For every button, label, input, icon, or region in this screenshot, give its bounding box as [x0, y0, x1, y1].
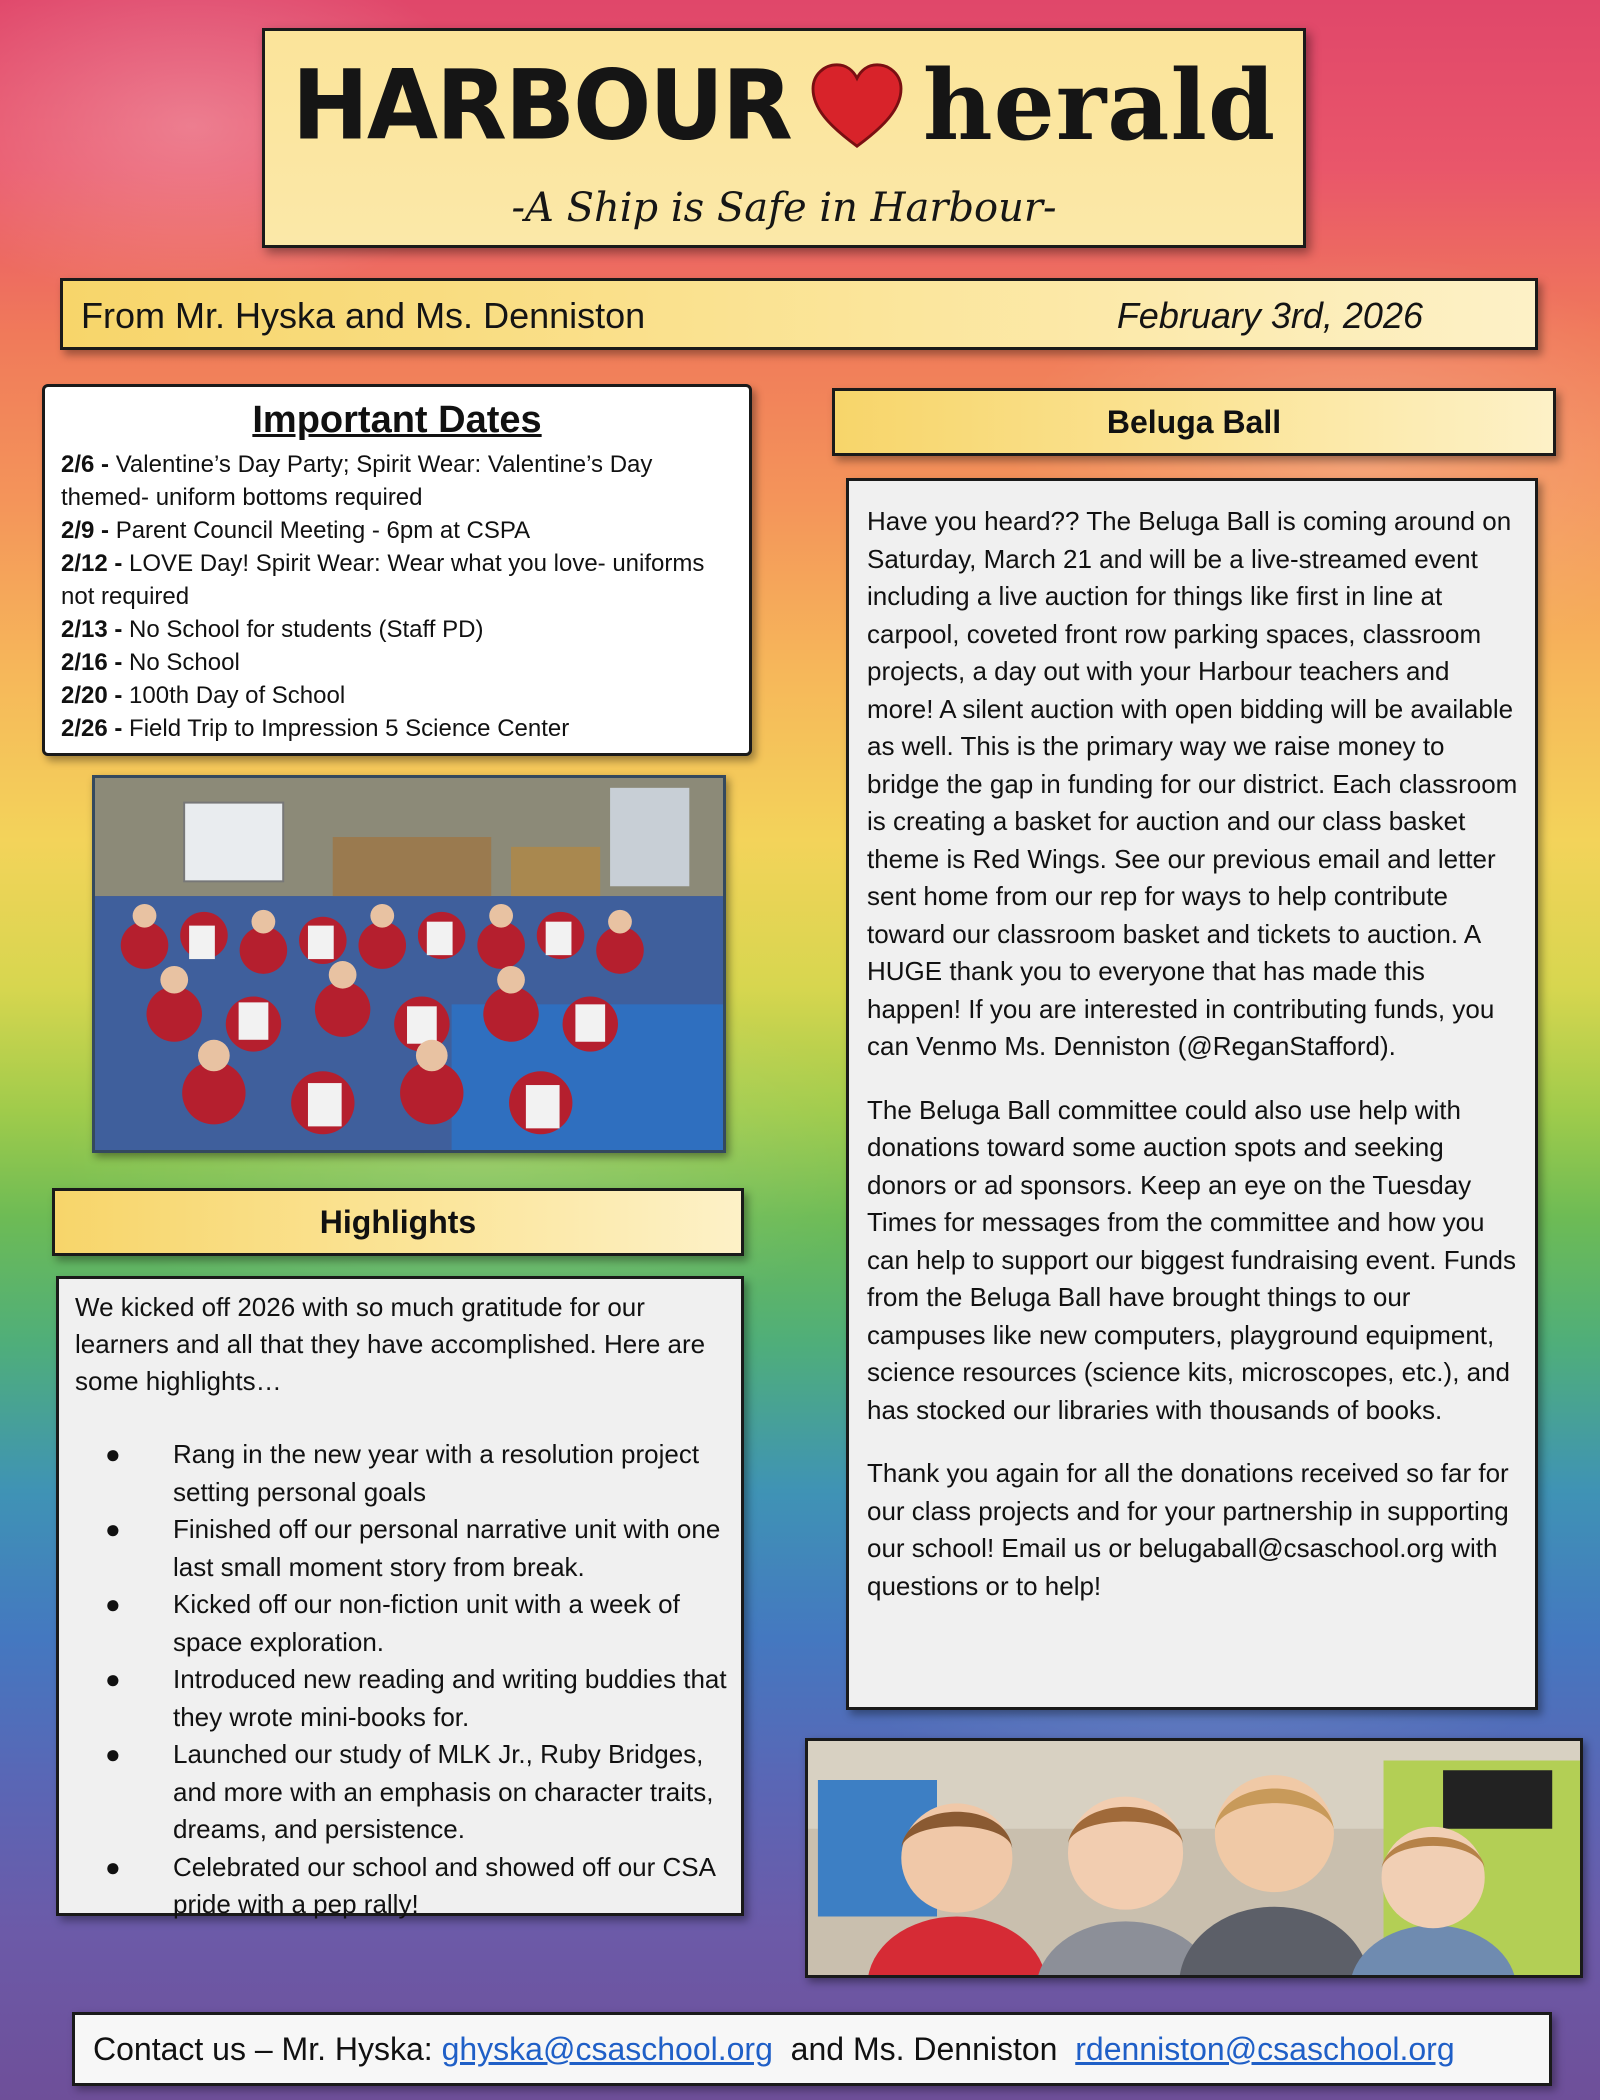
important-dates-list	[45, 448, 749, 745]
list-item-text: Kicked off our non-fiction unit with a week of space exploration.	[173, 1589, 680, 1657]
date-text: Valentine’s Day Party; Spirit Wear: Valentine’s Day themed- uniform bottoms required	[61, 451, 653, 511]
beluga-paragraph: The Beluga Ball committee could also use help with donations toward some auction spots and seeking donors or ad sponsors. Keep an eye on the Tuesday Times for messages from the committee and how you can help to support our biggest fundraising event. Funds from the Beluga Ball have brought things to our campuses like new computers, playground equipment, science resources (science kits, microscopes, etc.), and has stocked our libraries with thousands of books.	[867, 1094, 1516, 1425]
important-dates-title: Important Dates	[252, 399, 542, 441]
masthead-word-harbour: HARBOUR	[291, 49, 791, 162]
bullet: ●	[105, 1664, 121, 1694]
list-item	[75, 1736, 727, 1849]
date-item	[61, 679, 731, 712]
list-item-text: Rang in the new year with a resolution project setting personal goals	[173, 1439, 700, 1507]
contact-prefix: Contact us – Mr. Hyska:	[93, 2031, 442, 2067]
heart-icon	[809, 62, 905, 150]
date-text: Field Trip to Impression 5 Science Center	[122, 715, 570, 742]
list-item	[75, 1436, 727, 1511]
students-photo	[805, 1738, 1583, 1978]
email-link-denniston[interactable]: rdenniston@csaschool.org	[1075, 2031, 1455, 2067]
bullet: ●	[105, 1589, 121, 1619]
date-item	[61, 613, 731, 646]
newsletter-date: February 3rd, 2026	[1116, 295, 1423, 336]
date-text: 100th Day of School	[122, 682, 346, 709]
masthead	[262, 28, 1306, 248]
date-label: 2/20 -	[61, 682, 123, 709]
list-item	[75, 1661, 727, 1736]
highlights-banner	[52, 1188, 744, 1256]
contact-line	[93, 2031, 1455, 2068]
bullet: ●	[105, 1439, 121, 1469]
date-item	[61, 448, 731, 514]
highlights-title: Highlights	[319, 1203, 477, 1240]
date-label: 2/13 -	[61, 616, 123, 643]
beluga-ball-text	[849, 481, 1535, 1605]
email-link-hyska[interactable]: ghyska@csaschool.org	[441, 2031, 773, 2067]
date-label: 2/12 -	[61, 550, 123, 577]
list-item	[75, 1849, 727, 1924]
list-item	[75, 1586, 727, 1661]
date-label: 2/6 -	[61, 451, 110, 478]
date-label: 2/26 -	[61, 715, 123, 742]
important-dates-box	[42, 384, 752, 756]
highlights-intro: We kicked off 2026 with so much gratitude for our learners and all that they have accomplished. Here are some highlights…	[75, 1292, 706, 1396]
beluga-ball-box	[846, 478, 1538, 1710]
date-item	[61, 514, 731, 547]
from-bar	[60, 278, 1538, 350]
from-teachers: From Mr. Hyska and Ms. Denniston	[81, 295, 646, 336]
masthead-word-herald: herald	[922, 49, 1277, 162]
beluga-paragraph: Thank you again for all the donations received so far for our class projects and for your partnership in supporting our school! Email us or belugaball@csaschool.org with questions or to help!	[867, 1458, 1509, 1601]
highlights-list	[59, 1436, 741, 1924]
date-text: No School for students (Staff PD)	[122, 616, 484, 643]
beluga-paragraph: Have you heard?? The Beluga Ball is coming around on Saturday, March 21 and will be a live-streamed event including a live auction for things like first in line at carpool, coveted front row parking spaces, classroom projects, a day out with your Harbour teachers and more! A silent auction with open bidding will be available as well. This is the primary way we raise money to bridge the gap in funding for our district. Each classroom is creating a basket for auction and our class basket theme is Red Wings. See our previous email and letter sent home from our rep for ways to help contribute toward our classroom basket and tickets to auction. A HUGE thank you to everyone that has made this happen! If you are interested in contributing funds, you can Venmo Ms. Denniston (@ReganStafford).	[867, 506, 1518, 1061]
date-item	[61, 547, 731, 613]
beluga-ball-banner	[832, 388, 1556, 456]
list-item-text: Finished off our personal narrative unit with one last small moment story from break.	[173, 1514, 721, 1582]
bullet: ●	[105, 1514, 121, 1544]
list-item-text: Celebrated our school and showed off our CSA pride with a pep rally!	[173, 1851, 715, 1919]
contact-bar	[72, 2012, 1552, 2086]
date-label: 2/16 -	[61, 649, 123, 676]
list-item	[75, 1511, 727, 1586]
classroom-photo	[92, 775, 726, 1153]
list-item-text: Introduced new reading and writing buddies that they wrote mini-books for.	[173, 1664, 727, 1732]
contact-middle: and Ms. Denniston	[772, 2031, 1076, 2067]
masthead-title	[265, 49, 1303, 162]
bullet: ●	[105, 1739, 121, 1769]
date-item	[61, 646, 731, 679]
date-text: LOVE Day! Spirit Wear: Wear what you love- uniforms not required	[61, 550, 705, 610]
date-label: 2/9 -	[61, 517, 110, 544]
bullet: ●	[105, 1851, 121, 1882]
highlights-box	[56, 1276, 744, 1919]
date-text: No School	[122, 649, 240, 676]
date-text: Parent Council Meeting - 6pm at CSPA	[109, 517, 531, 544]
beluga-ball-title: Beluga Ball	[1106, 403, 1282, 440]
date-item	[61, 712, 731, 745]
masthead-tagline: -A Ship is Safe in Harbour-	[511, 185, 1057, 231]
list-item-text: Launched our study of MLK Jr., Ruby Bridges, and more with an emphasis on character traits, dreams, and persistence.	[173, 1739, 714, 1844]
